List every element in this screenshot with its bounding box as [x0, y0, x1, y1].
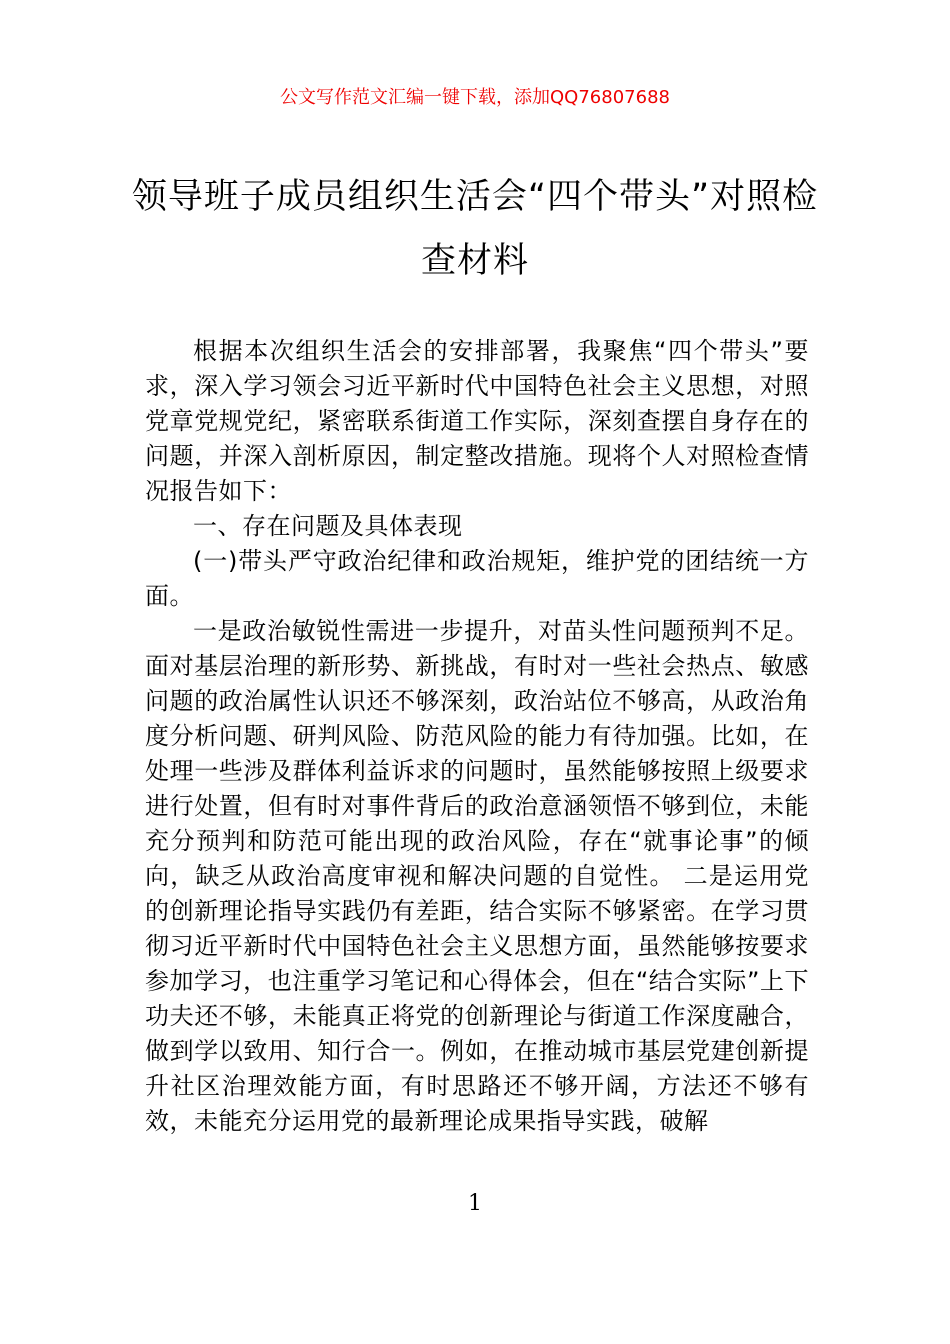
download-promo-note: 公文写作范文汇编一键下载，添加QQ76807688	[280, 87, 670, 108]
body-paragraph: 一是政治敏锐性需进一步提升，对苗头性问题预判不足。面对基层治理的新形势、新挑战，有时对一些社会热点、敏感问题的政治属性认识还不够深刻，政治站位不够高，从政治角度分析问题、研判风险、防范风险的能力有待加强。比如，在处理一些涉及群体利益诉求的问题时，虽然能够按照上级要求进行处置，但有时对事件背后的政治意涵领悟不够到位，未能充分预判和防范可能出现的政治风险，存在“就事论事”的倾向，缺乏从政治高度审视和解决问题的自觉性。 二是运用党的创新理论指导实践仍有差距，结合实际不够紧密。在学习贯彻习近平新时代中国特色社会主义思想方面，虽然能够按要求参加学习，也注重学习笔记和心得体会，但在“结合实际”上下功夫还不够，未能真正将党的创新理论与街道工作深度融合，做到学以致用、知行合一。例如，在推动城市基层党建创新提升社区治理效能方面，有时思路还不够开阔，方法还不够有效，未能充分运用党的最新理论成果指导实践，破解	[145, 617, 809, 1135]
section-heading: 一、存在问题及具体表现	[193, 512, 463, 540]
intro-paragraph: 根据本次组织生活会的安排部署，我聚焦“四个带头”要求，深入学习领会习近平新时代中国特色社会主义思想，对照党章党规党纪，紧密联系街道工作实际，深刻查摆自身存在的问题，并深入剖析原因，制定整改措施。现将个人对照检查情况报告如下：	[145, 337, 809, 505]
document-title: 领导班子成员组织生活会“四个带头”对照检查材料	[131, 177, 819, 281]
page-number: 1	[468, 1191, 482, 1216]
subsection-heading: (一)带头严守政治纪律和政治规矩，维护党的团结统一方面。	[145, 547, 809, 610]
document-body	[145, 334, 809, 1139]
